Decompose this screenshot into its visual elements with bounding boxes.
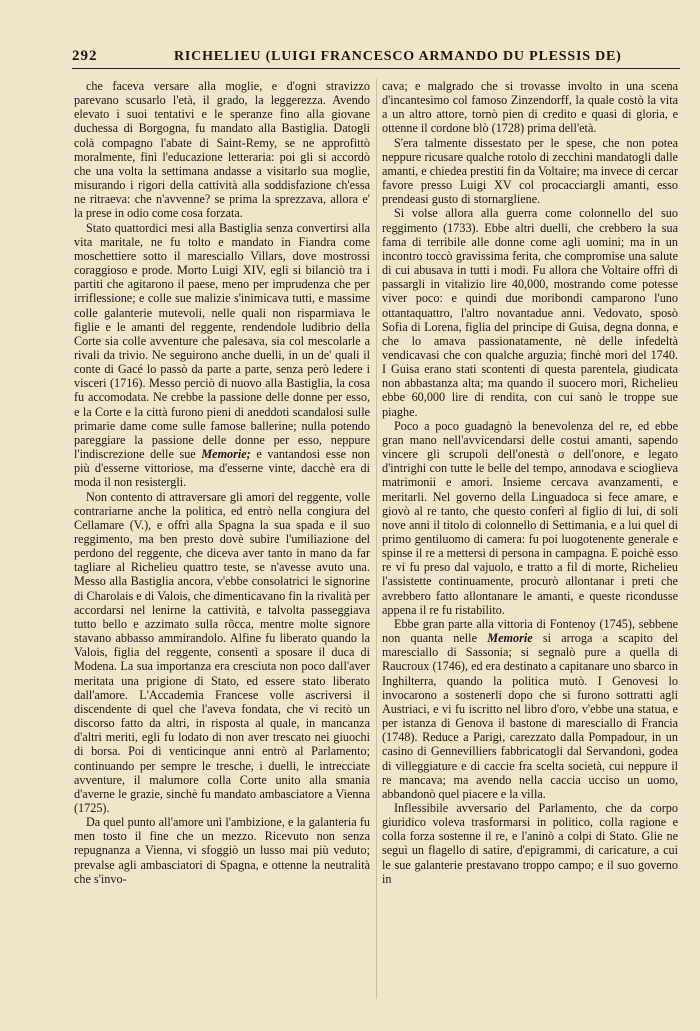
- paragraph: che faceva versare alla moglie, e d'ogni stravizzo parevano scusarlo l'età, il grado, la leggerezza. Avendo elevato i suoi tentativi e le speranze fino alla giovane duchessa di Borgogna, fu mandato alla Bastiglia. Datogli colà compagno l'abate di Saint-Remy, se ne approfittò moralmente, finì l'educazione letteraria: poi gli si accordò che una volta la settimana andasse a visitarlo sua moglie, misurando i rigori della cattività alla soddisfazione ch'essa ne ritraeva: che n'avvenne? se prima la sprezzava, allora e' la prese in odio come cosa forzata.: [74, 79, 370, 221]
- paragraph: Non contento di attraversare gli amori del reggente, volle contrariarne anche la politica, ed entrò nella congiura del Cellamare (V.), e offrì alla Spagna la sua spada e il suo reggimento, ma ben presto dovè subire l'umiliazione del perdono del reggente, che diceva aver tanto in mano da far tagliare al Richelieu quattro teste, se n'avesse avuto una. Messo alla Bastiglia ancora, v'ebbe consolatrici le signorine di Charolais e di Valois, che dimenticavano fin la rivalità per accordarsi nel lenirne la cattività, e talvolta passeggiava tutto bello e azzimato sulla rôcca, mentre molte signore stavano abbasso ammirandolo. Alfine fu liberato quando la Valois, figlia del reggente, consentì a sposare il duca di Modena. La sua importanza era cresciuta non poco dall'aver meritata una prigione di Stato, ed essere stato liberato dall'amore. L'Accademia Francese volle ascriversi il discendente di quel che l'aveva fondata, che vi recitò un discorso fatto da altri, in risposta al quale, in mancanza d'altri meriti, egli fu lodato di non aver trescato nei giuochi di borsa. Poi di venticinque anni entrò al Parlamento; continuando per sempre le tresche, i duelli, le intrecciate avventure, il malumore colla Corte unito alla smania d'averne le grazie, sinchè fu mandato ambasciatore a Vienna (1725).: [74, 489, 370, 815]
- paragraph: cava; e malgrado che si trovasse involto in una scena d'incantesimo col famoso Zinzendorff, la quale costò la vita a un altro attore, tornò pien di credito e quasi di gloria, e ottenne il cordone blò (1728) prima dell'età.: [382, 79, 678, 136]
- paragraph: Poco a poco guadagnò la benevolenza del re, ed ebbe gran mano nell'avvicendarsi delle costui amanti, sapendo vincere gli scrupoli dell'onestà o dell'onore, e legato d'intrighi con tutte le belle del tempo, annodava e scioglieva matrimonii e amori. Insieme cercava avanzamenti, e meritarli. Nel governo della Linguadoca si fece amare, e giovò al re tanto, che questo conferì al figlio di lui, di soli nove anni il titolo di colonnello di Settimania, e a lui quel di primo gentiluomo di camera: fu poi luogotenente generale e spinse il re a mettersi di persona in campagna. E poichè esso re vi fu preso dal vajuolo, e tratto a fil di morte, Richelieu l'assistette continuamente, procurò allontanar i preti che avrebbero fatto allontanare le amanti, e queste ricondusse appena il re fu ristabilito.: [382, 418, 678, 617]
- paragraph: Stato quattordici mesi alla Bastiglia senza convertirsi alla vita maritale, ne fu tolto e mandato in Fiandra come moschettiere sotto il maresciallo Villars, dove mostrossi coraggioso e prode. Morto Luigi XIV, egli si bilanciò tra i partiti che agitarono il paese, meno per imprudenza che per irriflessione; e colle sue malizie s'inimicava tutti, e massime colle galanterie mutevoli, nelle quali non risparmiava le figlie e le amanti del reggente, rendendole ludibrio della Corte sia colle avventure che palesava, sia col mescolarle a rivali da trivio. Ne seguirono anche duelli, in un de' quali il conte di Gacé lo passò da parte a parte, senza però ledere i visceri (1716). Messo perciò di nuovo alla Bastiglia, la cosa fu accomodata. Ne crebbe la passione delle donne per esso, e la Corte e la città furono pieni di aneddoti scandalosi sulle primarie dame come sulle famose ballerine; nulla potendo pareggiare la passione delle donne per esso, neppure l'indiscrezione delle sue Memorie; e vantandosi esse non più d'esserne vittoriose, ma d'esserne vinte, dacchè era di moda il non resistergli.: [74, 220, 370, 490]
- italic-title: Memorie;: [201, 447, 251, 462]
- paragraph: Ebbe gran parte alla vittoria di Fontenoy (1745), sebbene non quanta nelle Memorie si arroga a scapito del maresciallo di Sassonia; si segnalò pure a quella di Raucroux (1746), ed era destinato a capitanare uno sbarco in Inghilterra, quando la politica mutò. I Genovesi lo invocarono a sostenerli dopo che si furono sottratti agli Austriaci, e vi fu iscritto nel libro d'oro, v'ebbe una statua, e per istanza di Genova il bastone di maresciallo di Francia (1748). Reduce a Parigi, carezzato dalla Pompadour, in un casino di Gennevilliers fabbricatogli dal Servandoni, godea di villeggiature e di caccie fra scelta società, cui neppure il re mancava; ma avendo nella caccia ucciso un uomo, abbandonò quel piacere e la villa.: [382, 616, 678, 801]
- running-head: RICHELIEU (LUIGI FRANCESCO ARMANDO DU PLESSIS DE): [174, 49, 622, 64]
- column-gutter: [376, 79, 377, 999]
- page-header: [72, 46, 680, 69]
- left-column: [74, 79, 370, 886]
- paragraph: Si volse allora alla guerra come colonnello del suo reggimento (1733). Ebbe altri duelli, che crebbero la sua fama di terribile alle donne come agli uomini; ma in un incontro toccò gravissima ferita, che compromise una salute di cui abusava in tutti i modi. Fu allora che Voltaire offrì di passargli in vitalizio lire 40,000, mostrando come potesse viver poco: e quindi due moribondi camparono l'uno ottantaquattro, l'altro novantadue anni. Vedovato, sposò Sofia di Lorena, figlia del principe di Guisa, degna donna, e che lo amava passionatamente, nè delle infedeltà vendicavasi che con qualche arguzia; finchè morì del 1740. I Guisa erano stati scontenti di questa parentela, giudicata non abbastanza alta; ma quando il suocero morì, Richelieu ebbe 60,000 lire di rendita, con cui sanò le troppe sue piaghe.: [382, 206, 678, 419]
- paragraph: Inflessibile avversario del Parlamento, che da corpo giuridico voleva trasformarsi in politico, colla ragione e colla forza sostenne il re, e l'aninò a colpi di Stato. Glie ne seguì un flagello di satire, d'epigrammi, di caricature, a cui le sue galanterie prestavano troppo campo; e il suo governo in: [382, 800, 678, 886]
- paragraph: S'era talmente dissestato per le spese, che non potea neppure ricusare qualche rotolo di zecchini mandatogli dalle amanti, e chiedea prestiti fin da Voltaire; ma invece di cercar favore presso Luigi XV col procacciargli amanti, esso prendeasi gusto di stornargliene.: [382, 135, 678, 207]
- right-column: [382, 79, 678, 886]
- page-number: 292: [72, 48, 98, 64]
- italic-title: Memorie: [487, 631, 533, 646]
- paragraph: Da quel punto all'amore unì l'ambizione, e la galanteria fu men tosto il fine che un mezzo. Ricevuto non senza repugnanza a Vienna, vi sfoggiò un lusso mai più veduto; prevalse agli ambasciatori di Spagna, e ottenne la neutralità che s'invo-: [74, 815, 370, 886]
